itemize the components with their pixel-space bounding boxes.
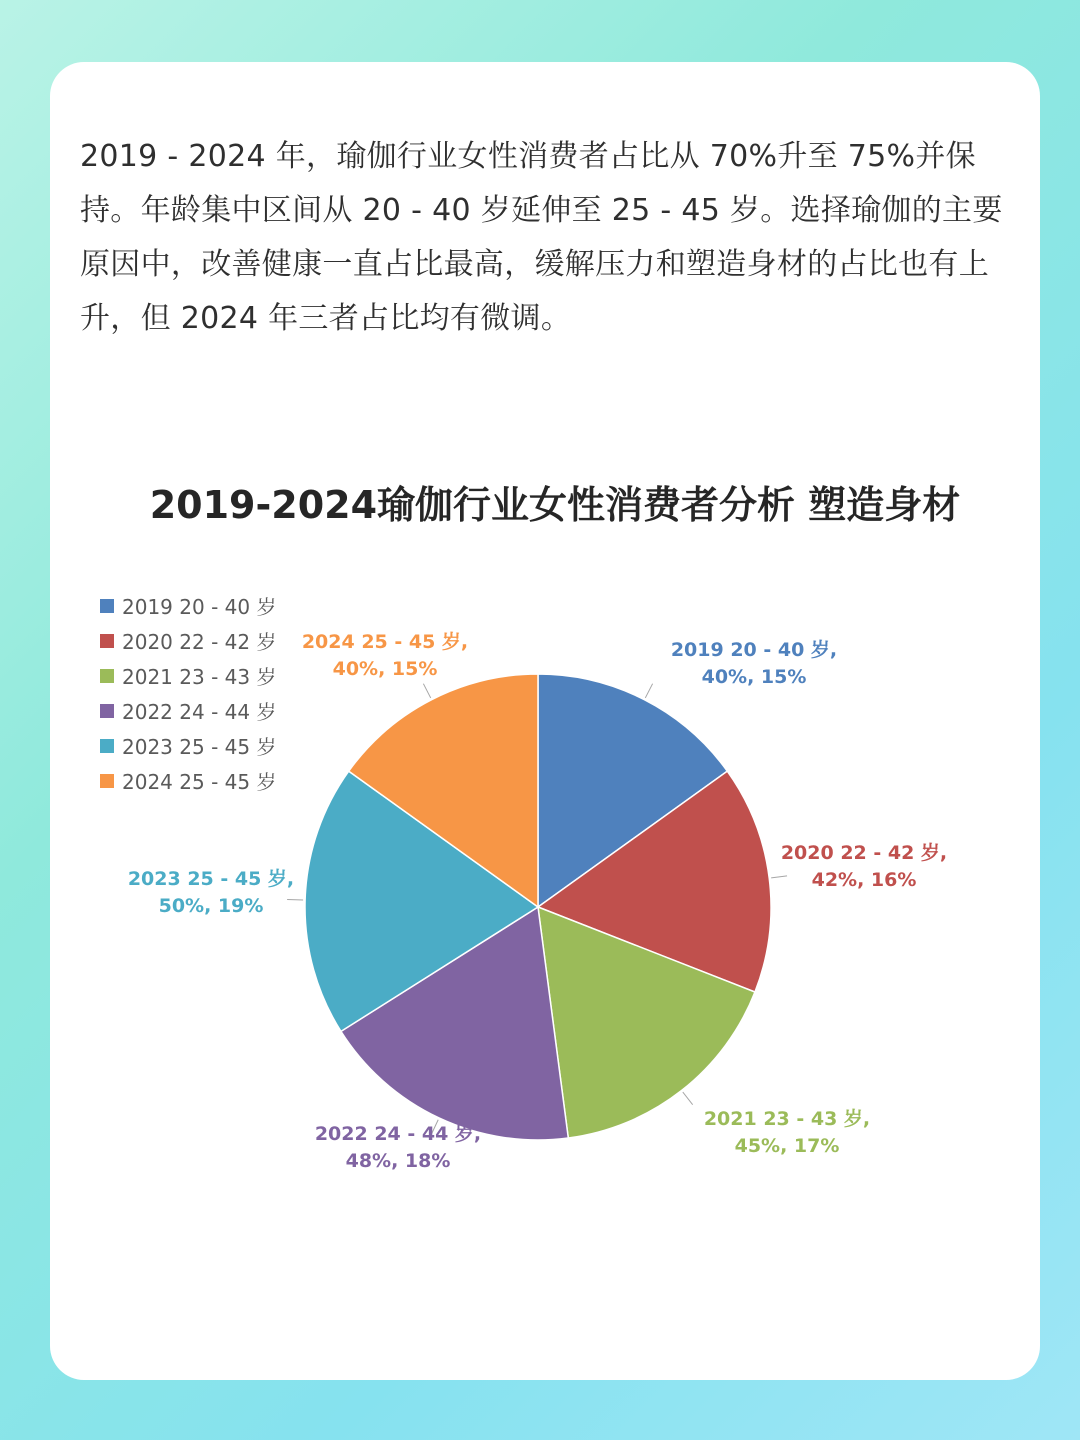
data-label	[128, 867, 294, 917]
data-label	[671, 638, 837, 688]
data-label-name: 2022 24 - 44 岁,	[314, 1123, 482, 1145]
data-label-value: 50%, 19%	[158, 895, 264, 917]
data-label-value: 45%, 17%	[734, 1135, 840, 1157]
intro-paragraph: 2019 - 2024 年，瑜伽行业女性消费者占比从 70%升至 75%并保持。年龄集中区间从 20 - 40 岁延伸至 25 - 45 岁。选择瑜伽的主要原因中，改善健康一直占比最高，缓解压力和塑造身材的占比也有上升，但 2024 年三者占比均有微调。	[80, 139, 1003, 336]
legend-label: 2020 22 - 42 岁	[122, 630, 277, 654]
data-label	[704, 1107, 870, 1157]
legend-label: 2022 24 - 44 岁	[122, 700, 277, 724]
leader-line	[423, 684, 430, 698]
leader-line	[771, 876, 787, 878]
data-label-value: 48%, 18%	[345, 1150, 451, 1172]
data-label-name: 2021 23 - 43 岁,	[703, 1108, 871, 1130]
data-label-value: 42%, 16%	[811, 869, 917, 891]
data-label-name: 2020 22 - 42 岁,	[780, 842, 948, 864]
legend-label: 2019 20 - 40 岁	[122, 595, 277, 619]
leader-line	[645, 684, 652, 698]
data-label-name: 2019 20 - 40 岁,	[670, 639, 838, 661]
data-label-value: 40%, 15%	[332, 658, 438, 680]
leader-line	[683, 1092, 693, 1105]
data-label	[302, 630, 468, 680]
data-label-name: 2024 25 - 45 岁,	[301, 631, 469, 653]
legend-label: 2024 25 - 45 岁	[122, 770, 277, 794]
legend-label: 2021 23 - 43 岁	[122, 665, 277, 689]
data-label-name: 2023 25 - 45 岁,	[127, 868, 295, 890]
data-label	[781, 841, 947, 891]
legend-label: 2023 25 - 45 岁	[122, 735, 277, 759]
chart-title: 2019-2024瑜伽行业女性消费者分析 塑造身材	[149, 483, 961, 527]
data-label-value: 40%, 15%	[701, 666, 807, 688]
data-label	[315, 1122, 481, 1172]
